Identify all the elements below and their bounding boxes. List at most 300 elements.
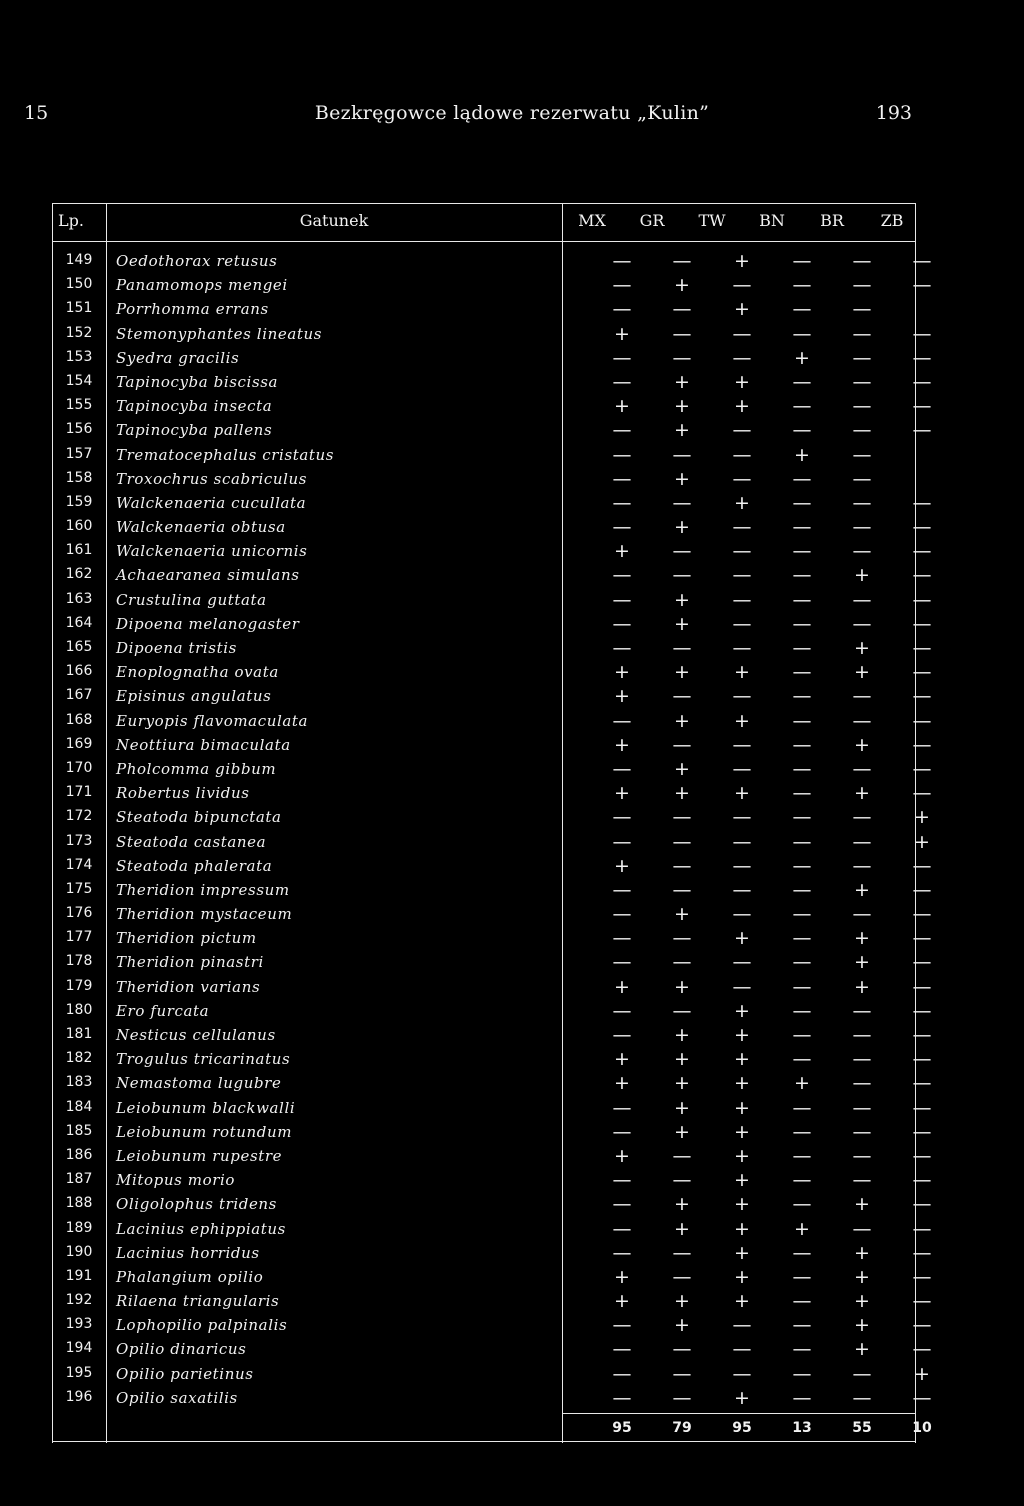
presence-mark: + xyxy=(734,1024,750,1046)
presence-mark: — xyxy=(732,685,752,708)
species-name: Enoplognatha ovata xyxy=(116,663,279,682)
presence-mark: — xyxy=(852,298,872,321)
running-title: Bezkręgowce lądowe rezerwatu „Kulin” xyxy=(314,102,710,124)
presence-mark: — xyxy=(732,419,752,442)
presence-mark: + xyxy=(734,1072,750,1095)
presence-mark: — xyxy=(672,298,692,321)
site-total: 95 xyxy=(732,1420,752,1436)
presence-mark: + xyxy=(734,927,750,950)
table-row xyxy=(52,1168,932,1192)
presence-mark: — xyxy=(732,806,752,829)
row-number: 149 xyxy=(65,252,93,268)
presence-mark: — xyxy=(792,782,812,805)
presence-mark: — xyxy=(792,1362,812,1385)
presence-marks xyxy=(592,830,930,854)
presence-mark: + xyxy=(794,1072,810,1095)
row-number: 162 xyxy=(65,566,93,583)
presence-mark: — xyxy=(852,1169,872,1192)
presence-marks xyxy=(592,1289,932,1313)
presence-mark: + xyxy=(734,370,750,393)
presence-mark: — xyxy=(612,757,632,780)
presence-mark: — xyxy=(672,540,692,563)
presence-mark: — xyxy=(852,1362,872,1385)
presence-mark: — xyxy=(672,1362,692,1385)
species-name: Episinus angulatus xyxy=(116,687,272,706)
species-name: Oligolophus tridens xyxy=(116,1195,277,1214)
presence-marks xyxy=(592,1071,932,1095)
row-number: 180 xyxy=(65,1001,93,1018)
presence-mark: — xyxy=(912,1144,932,1167)
presence-mark: — xyxy=(852,1120,872,1143)
row-number: 169 xyxy=(65,735,93,752)
presence-mark: — xyxy=(912,733,932,756)
presence-mark: + xyxy=(854,927,870,950)
presence-mark: — xyxy=(612,1217,632,1240)
presence-mark: — xyxy=(612,1193,632,1216)
row-number: 172 xyxy=(65,808,93,825)
page-number-left: 15 xyxy=(24,102,49,124)
table-row xyxy=(52,467,916,491)
presence-marks xyxy=(592,273,932,297)
presence-mark: — xyxy=(912,1217,932,1240)
presence-mark: — xyxy=(732,612,752,635)
table-row xyxy=(52,1386,932,1410)
presence-mark: — xyxy=(732,830,752,853)
presence-mark: + xyxy=(854,1193,870,1216)
presence-mark: + xyxy=(614,540,630,563)
presence-mark: — xyxy=(852,443,872,466)
presence-mark: — xyxy=(732,467,752,490)
row-number: 156 xyxy=(65,421,93,438)
species-name: Steatoda castanea xyxy=(116,832,267,851)
presence-mark: — xyxy=(792,999,812,1022)
presence-mark: — xyxy=(852,685,872,708)
presence-mark: — xyxy=(732,322,752,345)
presence-mark: — xyxy=(792,1120,812,1143)
presence-mark: — xyxy=(672,346,692,369)
table-row xyxy=(52,588,932,612)
presence-mark: — xyxy=(912,540,932,563)
presence-mark: + xyxy=(794,346,810,369)
presence-mark: + xyxy=(614,1144,630,1167)
presence-mark: + xyxy=(734,999,750,1022)
row-number: 195 xyxy=(65,1364,93,1381)
table-row xyxy=(52,1096,932,1120)
species-name: Neottiura bimaculata xyxy=(116,735,291,754)
presence-mark: + xyxy=(674,1193,690,1216)
presence-mark: + xyxy=(674,1314,690,1337)
row-number: 192 xyxy=(65,1292,93,1309)
presence-mark: + xyxy=(674,274,690,297)
species-name: Tapinocyba insecta xyxy=(116,397,273,416)
row-number: 173 xyxy=(65,832,93,849)
presence-mark: + xyxy=(794,1217,810,1240)
table-body xyxy=(52,249,932,1410)
table-row xyxy=(52,709,932,733)
table-header xyxy=(52,211,916,237)
presence-mark: — xyxy=(612,1096,632,1119)
presence-mark: — xyxy=(792,588,812,611)
presence-mark: — xyxy=(912,1072,932,1095)
species-name: Robertus lividus xyxy=(116,784,250,803)
presence-mark: + xyxy=(674,1072,690,1095)
row-number: 185 xyxy=(65,1122,93,1139)
presence-mark: — xyxy=(612,1338,632,1361)
presence-marks xyxy=(592,1386,932,1410)
species-name: Stemonyphantes lineatus xyxy=(116,324,323,343)
presence-mark: + xyxy=(734,1096,750,1119)
row-number: 194 xyxy=(65,1340,93,1357)
presence-mark: — xyxy=(612,806,632,829)
presence-mark: — xyxy=(672,733,692,756)
presence-mark: + xyxy=(854,782,870,805)
table-row xyxy=(52,515,932,539)
table-row xyxy=(52,805,930,829)
table-row xyxy=(52,443,916,467)
presence-mark: — xyxy=(612,927,632,950)
presence-mark: — xyxy=(672,491,692,514)
presence-marks xyxy=(592,1096,932,1120)
presence-marks xyxy=(592,757,932,781)
page-header xyxy=(0,102,1024,132)
table-row xyxy=(52,1265,932,1289)
presence-mark: — xyxy=(612,1120,632,1143)
species-name: Lacinius ephippiatus xyxy=(116,1219,286,1238)
presence-mark: — xyxy=(792,1144,812,1167)
presence-mark: — xyxy=(612,298,632,321)
presence-mark: — xyxy=(672,1265,692,1288)
presence-mark: — xyxy=(912,1241,932,1264)
presence-marks xyxy=(592,878,932,902)
presence-mark: — xyxy=(612,951,632,974)
species-name: Mitopus morio xyxy=(116,1171,235,1190)
presence-marks xyxy=(592,1337,932,1361)
presence-marks xyxy=(592,249,932,273)
presence-mark: — xyxy=(912,516,932,539)
presence-mark: — xyxy=(912,564,932,587)
presence-mark: + xyxy=(734,1290,750,1313)
presence-marks xyxy=(592,467,916,491)
species-name: Troxochrus scabriculus xyxy=(116,469,308,488)
page-number-right: 193 xyxy=(875,102,912,124)
presence-mark: — xyxy=(792,1169,812,1192)
row-number: 159 xyxy=(65,493,93,510)
presence-mark: — xyxy=(912,1265,932,1288)
species-name: Nemastoma lugubre xyxy=(116,1074,282,1093)
presence-marks xyxy=(592,1217,932,1241)
presence-mark: — xyxy=(612,709,632,732)
presence-mark: — xyxy=(852,588,872,611)
row-number: 189 xyxy=(65,1219,93,1236)
species-name: Dipoena melanogaster xyxy=(116,614,300,633)
presence-marks xyxy=(592,1313,932,1337)
table-row xyxy=(52,539,932,563)
row-number: 174 xyxy=(65,856,93,873)
presence-marks xyxy=(592,902,932,926)
presence-mark: — xyxy=(792,685,812,708)
presence-mark: — xyxy=(792,709,812,732)
presence-mark: — xyxy=(792,951,812,974)
presence-mark: — xyxy=(792,1048,812,1071)
species-name: Leiobunum rupestre xyxy=(116,1146,283,1165)
presence-mark: — xyxy=(732,274,752,297)
presence-mark: — xyxy=(792,1193,812,1216)
species-name: Rilaena triangularis xyxy=(116,1292,280,1311)
row-number: 190 xyxy=(65,1243,93,1260)
presence-mark: — xyxy=(912,274,932,297)
presence-mark: — xyxy=(732,516,752,539)
presence-mark: + xyxy=(674,661,690,684)
presence-mark: — xyxy=(852,250,872,272)
presence-mark: — xyxy=(912,588,932,611)
presence-mark: + xyxy=(614,1265,630,1288)
presence-mark: — xyxy=(792,1265,812,1288)
presence-mark: — xyxy=(852,370,872,393)
presence-mark: + xyxy=(614,854,630,877)
presence-mark: + xyxy=(734,1193,750,1216)
presence-marks xyxy=(592,346,932,370)
presence-marks xyxy=(592,999,932,1023)
presence-mark: — xyxy=(732,854,752,877)
site-total: 95 xyxy=(612,1420,632,1436)
presence-mark: — xyxy=(852,1386,872,1409)
row-number: 163 xyxy=(65,590,93,607)
species-name: Euryopis flavomaculata xyxy=(116,711,309,730)
presence-mark: — xyxy=(792,250,812,272)
row-number: 154 xyxy=(65,372,93,389)
presence-mark: — xyxy=(732,1338,752,1361)
presence-mark: — xyxy=(912,370,932,393)
row-number: 187 xyxy=(65,1171,93,1188)
presence-mark: — xyxy=(852,1096,872,1119)
presence-mark: — xyxy=(612,250,632,272)
row-number: 176 xyxy=(65,905,93,922)
presence-mark: — xyxy=(732,540,752,563)
presence-mark: — xyxy=(852,612,872,635)
presence-mark: + xyxy=(734,491,750,514)
presence-mark: — xyxy=(912,1169,932,1192)
presence-mark: — xyxy=(612,903,632,926)
presence-mark: — xyxy=(912,1048,932,1071)
presence-mark: + xyxy=(734,782,750,805)
presence-mark: + xyxy=(854,1290,870,1313)
presence-mark: — xyxy=(792,564,812,587)
presence-mark: — xyxy=(852,491,872,514)
row-number: 160 xyxy=(65,518,93,535)
presence-mark: — xyxy=(612,1169,632,1192)
presence-marks xyxy=(592,781,932,805)
table-row xyxy=(52,1289,932,1313)
presence-mark: — xyxy=(612,1314,632,1337)
presence-mark: — xyxy=(852,854,872,877)
presence-mark: — xyxy=(912,782,932,805)
presence-mark: — xyxy=(792,370,812,393)
table-row xyxy=(52,926,932,950)
presence-mark: + xyxy=(914,806,930,829)
presence-mark: — xyxy=(852,346,872,369)
presence-mark: — xyxy=(792,637,812,659)
presence-mark: + xyxy=(614,1072,630,1095)
species-name: Leiobunum blackwalli xyxy=(116,1098,296,1117)
table-row xyxy=(52,733,932,757)
row-number: 165 xyxy=(65,639,93,655)
presence-mark: — xyxy=(912,395,932,418)
presence-mark: + xyxy=(674,516,690,539)
presence-mark: + xyxy=(734,1169,750,1192)
presence-marks xyxy=(592,322,932,346)
presence-mark: — xyxy=(612,564,632,587)
presence-marks xyxy=(592,612,932,636)
presence-marks xyxy=(592,636,932,660)
presence-mark: — xyxy=(672,830,692,853)
presence-mark: — xyxy=(792,1290,812,1313)
presence-mark: + xyxy=(674,419,690,442)
presence-mark: + xyxy=(674,588,690,611)
column-header-site: BR xyxy=(820,211,844,230)
presence-mark: — xyxy=(912,878,932,901)
presence-mark: — xyxy=(612,467,632,490)
presence-mark: — xyxy=(912,1386,932,1409)
presence-mark: + xyxy=(734,1048,750,1071)
presence-mark: + xyxy=(674,1048,690,1071)
presence-mark: — xyxy=(912,685,932,708)
presence-mark: — xyxy=(912,419,932,442)
species-name: Achaearanea simulans xyxy=(116,566,300,585)
presence-mark: + xyxy=(854,1241,870,1264)
site-total: 55 xyxy=(852,1420,872,1436)
presence-mark: — xyxy=(732,588,752,611)
row-number: 158 xyxy=(65,469,93,486)
presence-mark: + xyxy=(854,564,870,587)
presence-mark: — xyxy=(912,1193,932,1216)
presence-mark: — xyxy=(792,298,812,321)
presence-mark: — xyxy=(612,612,632,635)
presence-mark: — xyxy=(792,395,812,418)
presence-marks xyxy=(592,805,930,829)
table-row xyxy=(52,1362,930,1386)
presence-mark: — xyxy=(912,975,932,998)
presence-mark: + xyxy=(734,1386,750,1409)
presence-marks xyxy=(592,950,932,974)
presence-mark: + xyxy=(854,951,870,974)
presence-mark: — xyxy=(672,564,692,587)
presence-mark: — xyxy=(792,1338,812,1361)
presence-marks xyxy=(592,443,916,467)
table-row xyxy=(52,1337,932,1361)
presence-marks xyxy=(592,297,916,321)
presence-mark: — xyxy=(912,346,932,369)
presence-mark: — xyxy=(612,419,632,442)
presence-mark: — xyxy=(612,516,632,539)
presence-mark: + xyxy=(614,322,630,345)
table-row xyxy=(52,757,932,781)
species-name: Lophopilio palpinalis xyxy=(116,1316,288,1335)
presence-mark: — xyxy=(852,395,872,418)
table-row xyxy=(52,1217,932,1241)
presence-mark: — xyxy=(792,491,812,514)
presence-mark: — xyxy=(912,612,932,635)
presence-mark: — xyxy=(912,661,932,684)
presence-mark: — xyxy=(672,1338,692,1361)
presence-mark: — xyxy=(612,370,632,393)
presence-mark: — xyxy=(672,1386,692,1409)
row-number: 153 xyxy=(65,348,93,365)
presence-mark: — xyxy=(732,975,752,998)
table-row xyxy=(52,878,932,902)
presence-mark: + xyxy=(914,1362,930,1385)
presence-mark: + xyxy=(674,1217,690,1240)
presence-mark: + xyxy=(734,1217,750,1240)
presence-mark: + xyxy=(674,1096,690,1119)
presence-mark: — xyxy=(612,637,632,659)
table-row xyxy=(52,1192,932,1216)
row-number: 177 xyxy=(65,929,93,946)
presence-mark: — xyxy=(852,516,872,539)
presence-mark: — xyxy=(912,322,932,345)
table-row xyxy=(52,854,932,878)
presence-mark: — xyxy=(852,1144,872,1167)
presence-mark: — xyxy=(912,1120,932,1143)
table-row xyxy=(52,1023,932,1047)
presence-mark: — xyxy=(852,1024,872,1046)
species-name: Panamomops mengei xyxy=(116,276,288,295)
table-row xyxy=(52,1313,932,1337)
presence-mark: — xyxy=(852,540,872,563)
species-name: Steatoda phalerata xyxy=(116,856,273,875)
presence-marks xyxy=(592,1241,932,1265)
presence-mark: — xyxy=(732,951,752,974)
table-row xyxy=(52,1144,932,1168)
presence-mark: — xyxy=(792,467,812,490)
column-header-site: ZB xyxy=(880,211,904,230)
presence-mark: — xyxy=(672,854,692,877)
species-name: Theridion pictum xyxy=(116,929,257,948)
presence-mark: + xyxy=(734,709,750,732)
species-name: Dipoena tristis xyxy=(116,639,237,657)
table-row xyxy=(52,249,932,273)
presence-mark: — xyxy=(912,903,932,926)
presence-mark: + xyxy=(614,1048,630,1071)
presence-mark: — xyxy=(912,999,932,1022)
presence-mark: + xyxy=(854,1314,870,1337)
presence-mark: + xyxy=(614,975,630,998)
presence-mark: — xyxy=(792,661,812,684)
table-row xyxy=(52,1047,932,1071)
table-row xyxy=(52,684,932,708)
presence-mark: + xyxy=(734,395,750,418)
table-row xyxy=(52,999,932,1023)
presence-marks xyxy=(592,1362,930,1386)
row-number: 161 xyxy=(65,542,93,559)
presence-mark: + xyxy=(674,395,690,418)
presence-mark: — xyxy=(852,322,872,345)
presence-marks xyxy=(592,563,932,587)
presence-mark: — xyxy=(732,878,752,901)
presence-mark: + xyxy=(674,1120,690,1143)
presence-mark: — xyxy=(792,322,812,345)
presence-mark: — xyxy=(612,491,632,514)
presence-marks xyxy=(592,515,932,539)
table-row xyxy=(52,1120,932,1144)
presence-mark: — xyxy=(672,250,692,272)
presence-mark: — xyxy=(612,346,632,369)
table-row xyxy=(52,346,932,370)
table-row xyxy=(52,418,932,442)
presence-mark: + xyxy=(854,1265,870,1288)
presence-mark: + xyxy=(614,395,630,418)
presence-mark: + xyxy=(854,1338,870,1361)
table-row xyxy=(52,273,932,297)
